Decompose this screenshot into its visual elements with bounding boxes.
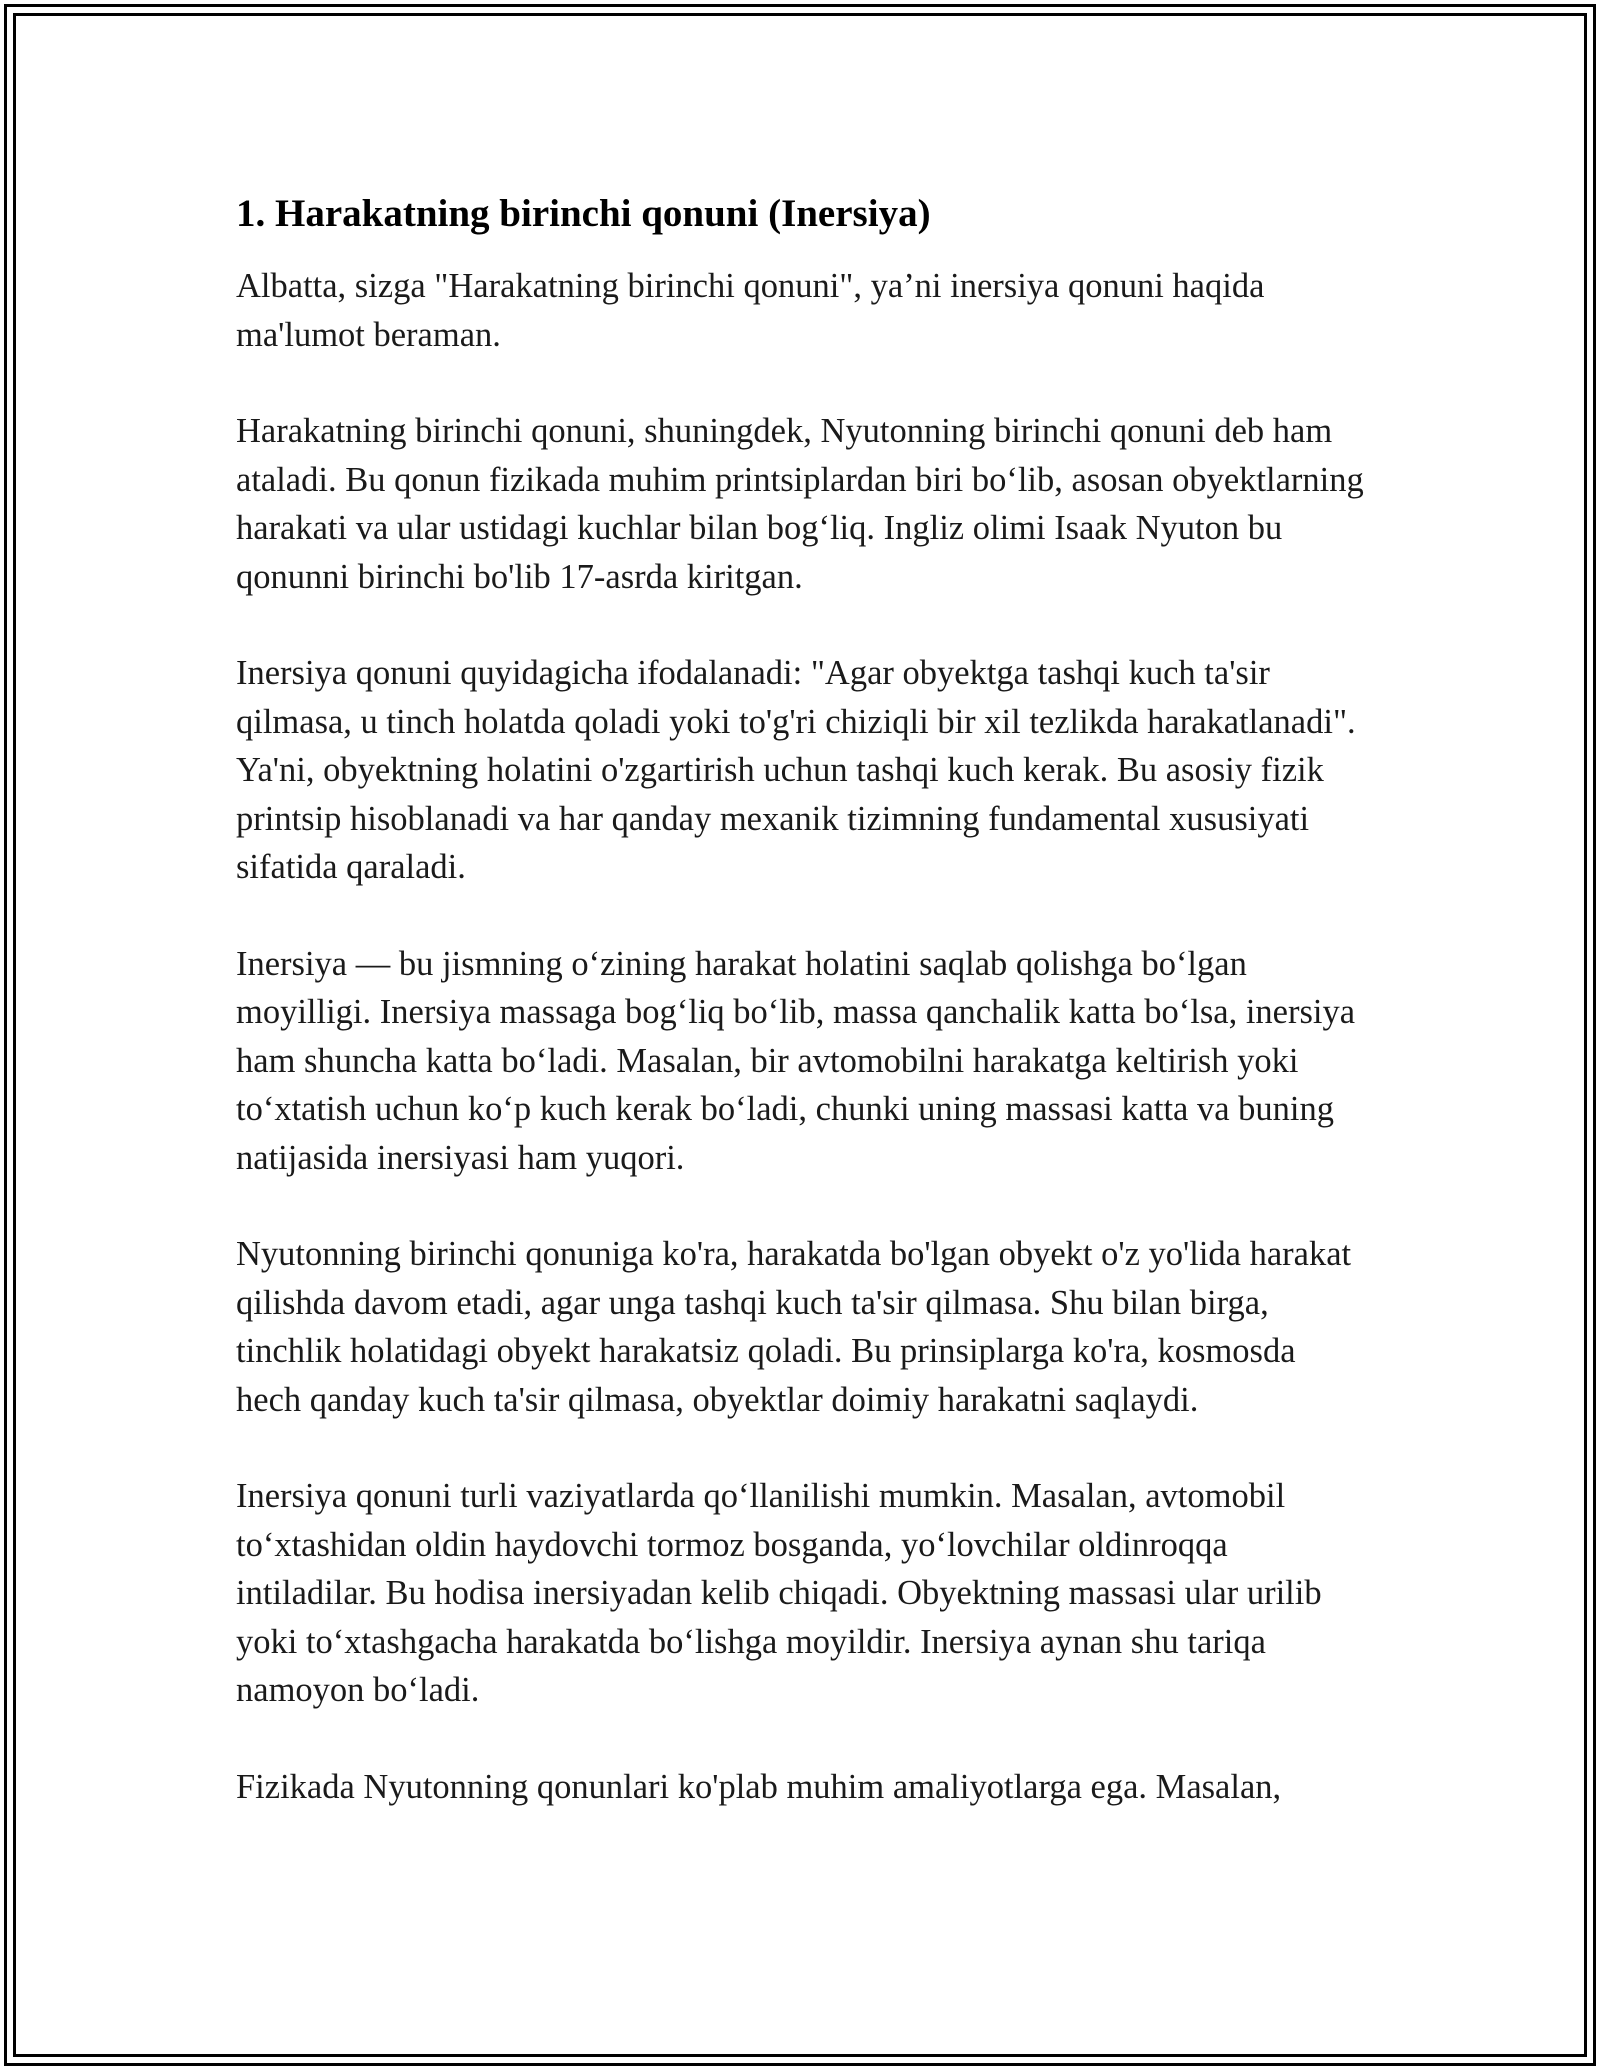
- paragraph-intro: Albatta, sizga "Harakatning birinchi qonuni", ya’ni inersiya qonuni haqida ma'lumot beraman.: [236, 267, 1265, 354]
- document-page: [236, 188, 1366, 1859]
- paragraph-newton-first-law: Harakatning birinchi qonuni, shuningdek, Nyutonning birinchi qonuni deb ham ataladi. Bu qonun fizikada muhim printsiplardan biri bo‘lib, asosan obyektlarning harakati va ular ustidagi kuchlar bilan bog‘liq. Ingliz olimi Isaak Nyuton bu qonunni birinchi bo'lib 17-asrda kiritgan.: [236, 412, 1364, 596]
- paragraph-inertia-examples: Inersiya qonuni turli vaziyatlarda qo‘llanilishi mumkin. Masalan, avtomobil to‘xtashidan oldin haydovchi tormoz bosganda, yo‘lovchilar oldinroqqa intiladilar. Bu hodisa inersiyadan kelib chiqadi. Obyektning massasi ular urilib yoki to‘xtashgacha harakatda bo‘lishga moyildir. Inersiya aynan shu tariqa namoyon bo‘ladi.: [236, 1477, 1322, 1709]
- paragraph-applications: Fizikada Nyutonning qonunlari ko'plab muhim amaliyotlarga ega. Masalan,: [236, 1767, 1282, 1806]
- paragraph-law-statement: Inersiya qonuni quyidagicha ifodalanadi: "Agar obyektga tashqi kuch ta'sir qilmasa, u tinch holatda qoladi yoki to'g'ri chiziqli bir xil tezlikda harakatlanadi". Ya'ni, obyektning holatini o'zgartirish uchun tashqi kuch kerak. Bu asosiy fizik printsip hisoblanadi va har qanday mexanik tizimning fundamental xususiyati sifatida qaraladi.: [236, 654, 1356, 886]
- paragraph-motion-continuation: Nyutonning birinchi qonuniga ko'ra, harakatda bo'lgan obyekt o'z yo'lida harakat qilishda davom etadi, agar unga tashqi kuch ta'sir qilmasa. Shu bilan birga, tinchlik holatidagi obyekt harakatsiz qoladi. Bu prinsiplarga ko'ra, kosmosda hech qanday kuch ta'sir qilmasa, obyektlar doimiy harakatni saqlaydi.: [236, 1235, 1352, 1419]
- section-heading: 1. Harakatning birinchi qonuni (Inersiya): [236, 192, 931, 235]
- paragraph-inertia-definition: Inersiya — bu jismning o‘zining harakat holatini saqlab qolishga bo‘lgan moyilligi. Inersiya massaga bog‘liq bo‘lib, massa qanchalik katta bo‘lsa, inersiya ham shuncha katta bo‘ladi. Masalan, bir avtomobilni harakatga keltirish yoki to‘xtatish uchun ko‘p kuch kerak bo‘ladi, chunki uning massasi katta va buning natijasida inersiyasi ham yuqori.: [236, 944, 1356, 1177]
